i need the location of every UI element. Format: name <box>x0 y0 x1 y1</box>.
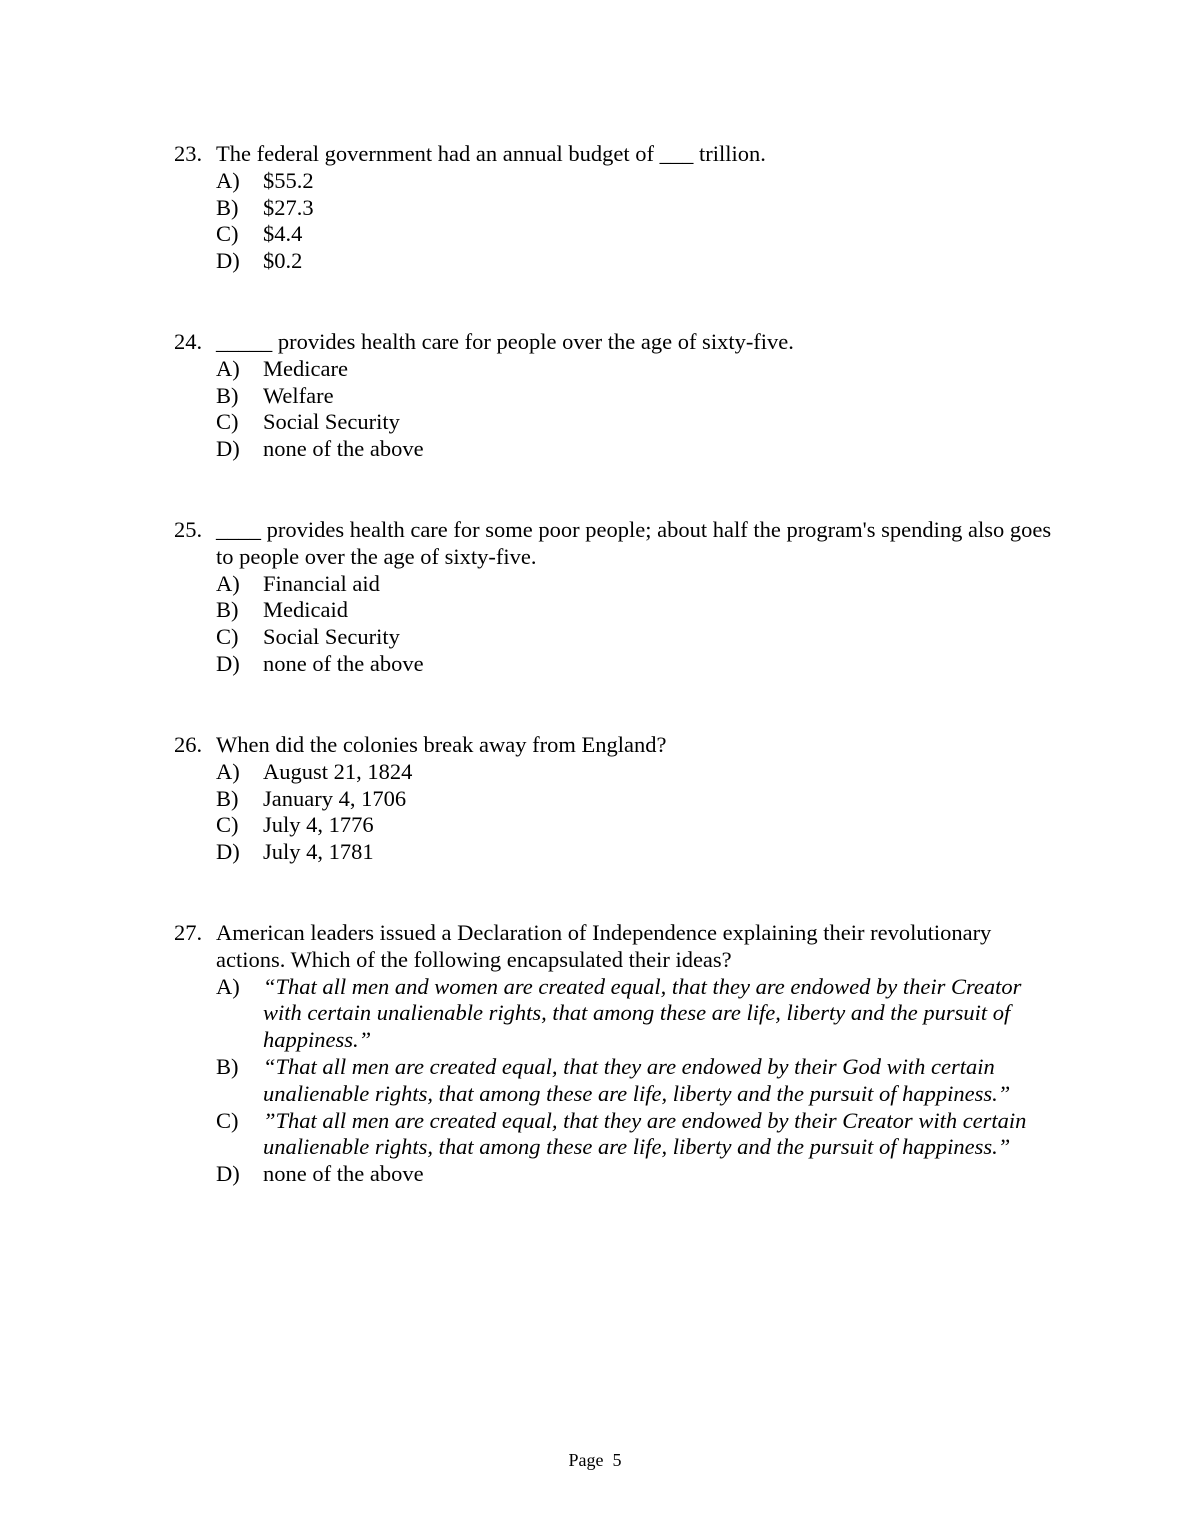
choice-letter: C) <box>216 221 239 247</box>
answer-choice-a <box>216 974 1054 1054</box>
choice-letter: B) <box>216 382 239 408</box>
choice-text: $55.2 <box>263 167 314 193</box>
choice-text: $27.3 <box>263 194 314 220</box>
choice-text: July 4, 1776 <box>263 812 374 838</box>
answer-choice-c <box>216 409 1054 436</box>
answer-choice-c <box>216 624 1054 651</box>
answer-choice-c <box>216 1108 1054 1162</box>
question-stem <box>174 329 1054 356</box>
question-stem <box>174 517 1054 571</box>
choice-letter: D) <box>216 650 240 676</box>
question-25 <box>174 517 1054 678</box>
question-number: 27. <box>174 920 203 945</box>
choice-text: August 21, 1824 <box>263 758 413 784</box>
question-text: The federal government had an annual budget of ___ trillion. <box>216 141 766 166</box>
question-stem <box>174 141 1054 168</box>
question-number: 24. <box>174 329 203 354</box>
choice-letter: B) <box>216 1053 239 1079</box>
question-23 <box>174 141 1054 275</box>
choice-letter: A) <box>216 973 240 999</box>
page-footer <box>0 1449 1190 1471</box>
question-stem <box>174 732 1054 759</box>
choice-letter: C) <box>216 812 239 838</box>
choice-letter: C) <box>216 409 239 435</box>
choice-letter: D) <box>216 839 240 865</box>
choice-letter: A) <box>216 167 240 193</box>
choice-text: none of the above <box>263 650 424 676</box>
choice-letter: C) <box>216 624 239 650</box>
choice-letter: A) <box>216 355 240 381</box>
choice-letter: D) <box>216 436 240 462</box>
answer-choices <box>216 571 1054 678</box>
question-26 <box>174 732 1054 866</box>
question-text: _____ provides health care for people over the age of sixty-five. <box>216 329 794 354</box>
answer-choice-d <box>216 1161 1054 1188</box>
answer-choice-b <box>216 597 1054 624</box>
answer-choice-a <box>216 168 1054 195</box>
choice-text-quote: ”That all men are created equal, that they are endowed by their Creator with certain unalienable rights, that among these are life, liberty and the pursuit of happiness.” <box>263 1107 1027 1160</box>
choice-text: January 4, 1706 <box>263 785 407 811</box>
choice-letter: D) <box>216 1161 240 1187</box>
choice-text: Social Security <box>263 624 400 650</box>
answer-choice-b <box>216 1054 1054 1108</box>
choice-text: none of the above <box>263 436 424 462</box>
answer-choices <box>216 759 1054 866</box>
choice-text: Welfare <box>263 382 334 408</box>
question-number: 25. <box>174 517 203 542</box>
question-text: ____ provides health care for some poor people; about half the program's spending also goes to people over the age of sixty-five. <box>216 517 1052 569</box>
choice-text-quote: “That all men are created equal, that they are endowed by their God with certain unalienable rights, that among these are life, liberty and the pursuit of happiness.” <box>263 1053 1011 1106</box>
choice-text: July 4, 1781 <box>263 839 374 865</box>
answer-choice-c <box>216 221 1054 248</box>
choice-letter: B) <box>216 194 239 220</box>
choice-text: $4.4 <box>263 221 303 247</box>
choice-text: Social Security <box>263 409 400 435</box>
question-24 <box>174 329 1054 463</box>
answer-choice-d <box>216 436 1054 463</box>
answer-choice-d <box>216 839 1054 866</box>
answer-choice-b <box>216 383 1054 410</box>
answer-choice-a <box>216 356 1054 383</box>
choice-text: none of the above <box>263 1161 424 1187</box>
choice-letter: A) <box>216 758 240 784</box>
choice-text: $0.2 <box>263 248 303 274</box>
question-27 <box>174 920 1054 1188</box>
answer-choices <box>216 356 1054 463</box>
question-stem <box>174 920 1054 974</box>
answer-choice-d <box>216 248 1054 275</box>
page-number: Page 5 <box>568 1450 622 1470</box>
choice-letter: B) <box>216 785 239 811</box>
answer-choices <box>216 168 1054 275</box>
choice-text: Financial aid <box>263 570 380 596</box>
question-text: When did the colonies break away from England? <box>216 732 667 757</box>
choice-letter: A) <box>216 570 240 596</box>
choice-text: Medicare <box>263 355 348 381</box>
question-number: 23. <box>174 141 203 166</box>
choice-letter: D) <box>216 248 240 274</box>
question-number: 26. <box>174 732 203 757</box>
question-text: American leaders issued a Declaration of Independence explaining their revolutionary actions. Which of the following encapsulated their ideas? <box>216 920 992 972</box>
answer-choice-b <box>216 195 1054 222</box>
answer-choice-a <box>216 571 1054 598</box>
answer-choice-a <box>216 759 1054 786</box>
answer-choices <box>216 974 1054 1188</box>
answer-choice-b <box>216 786 1054 813</box>
choice-letter: C) <box>216 1107 239 1133</box>
answer-choice-c <box>216 812 1054 839</box>
choice-letter: B) <box>216 597 239 623</box>
answer-choice-d <box>216 651 1054 678</box>
choice-text-quote: “That all men and women are created equal, that they are endowed by their Creator with certain unalienable rights, that among these are life, liberty and the pursuit of happiness.” <box>263 973 1022 1053</box>
choice-text: Medicaid <box>263 597 348 623</box>
